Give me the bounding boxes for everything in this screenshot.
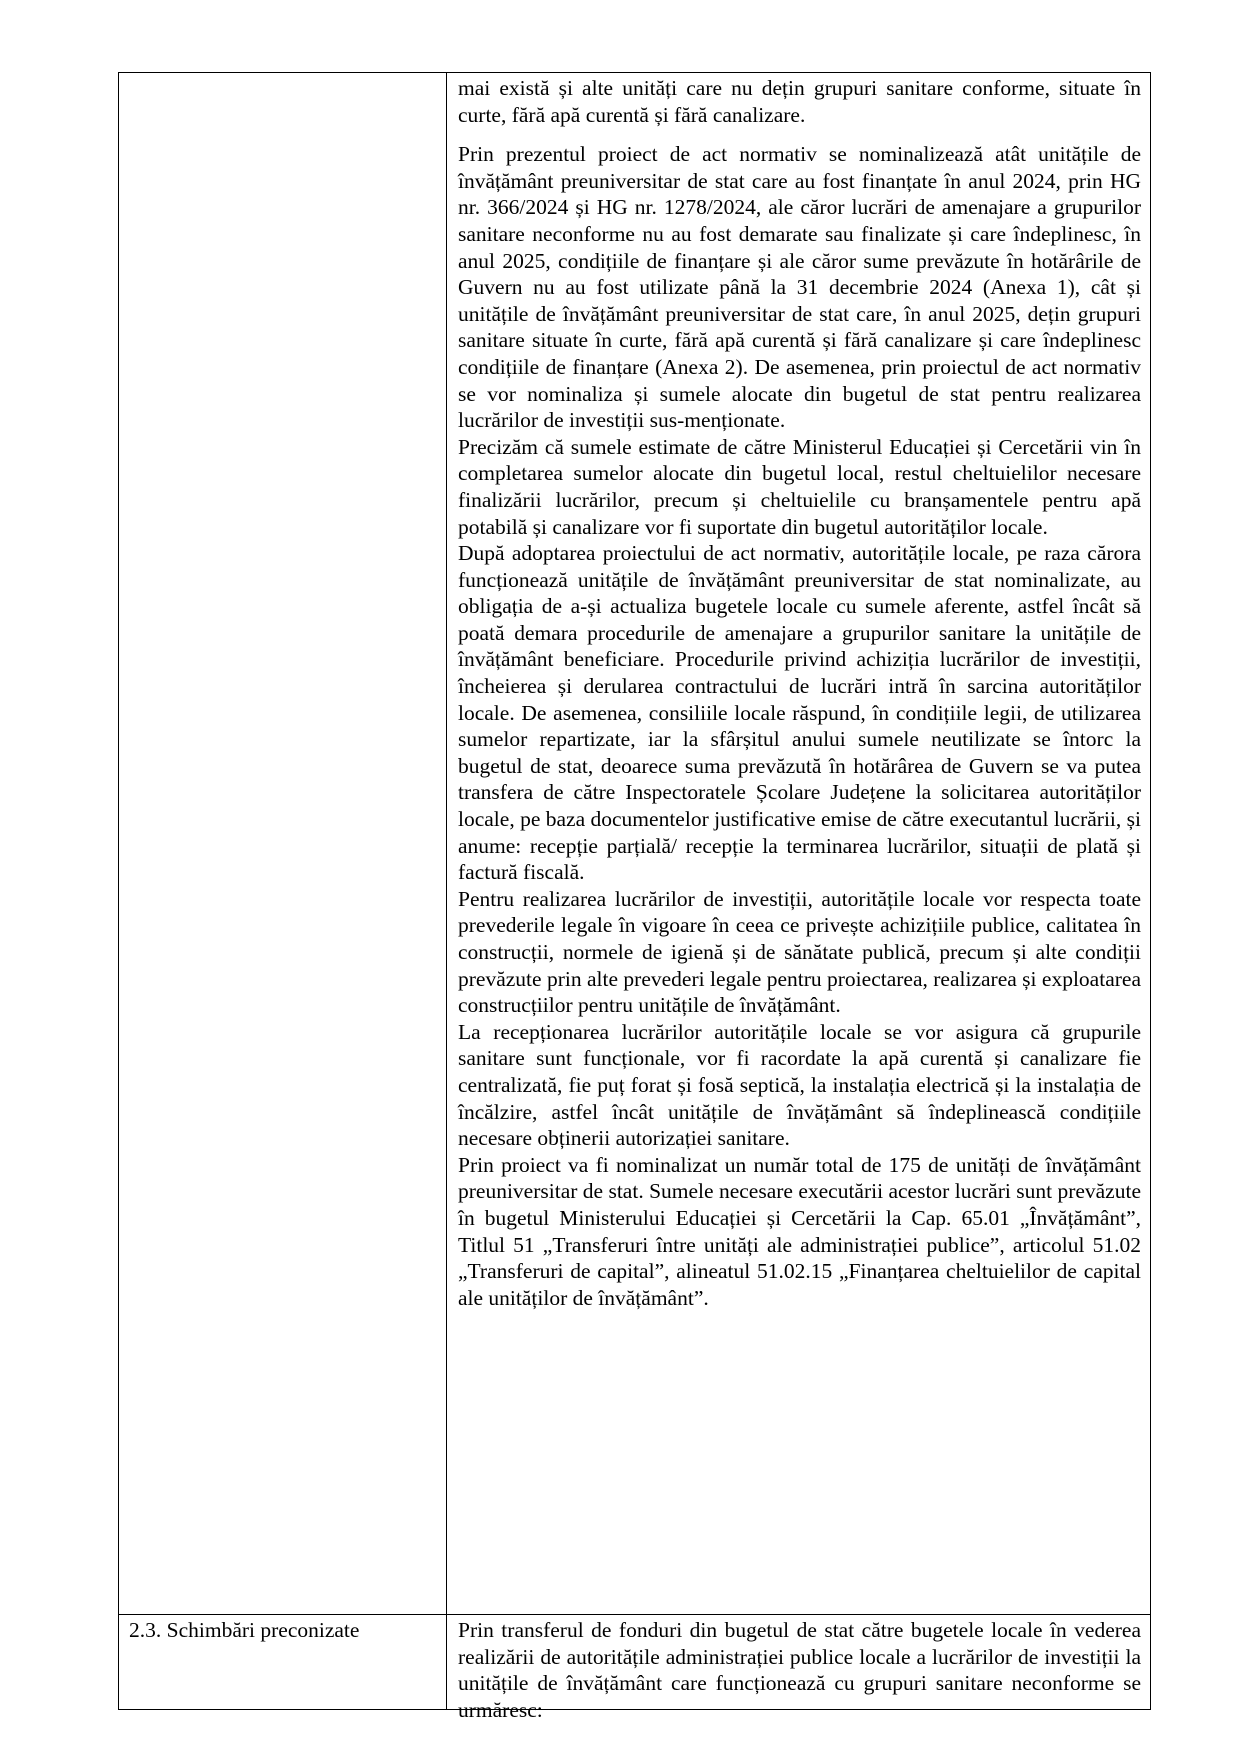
paragraph-4: După adoptarea proiectului de act normativ, autoritățile locale, pe raza cărora funcționează unitățile de învățământ preuniversitar de stat nominalizate, au obligația de a-și actualiza bugetele locale cu sumele aferente, astfel încât să poată demara procedurile de amenajare a grupurilor sanitare la unitățile de învățământ beneficiare. Procedurile privind achiziția lucrărilor de investiții, încheierea și derularea contractului de lucrări intră în sarcina autorităților locale. De asemenea, consiliile locale răspund, în condițiile legii, de utilizarea sumelor repartizate, iar la sfârșitul anului sumele neutilizate se întorc la bugetul de stat, deoarece suma prevăzută în hotărârea de Guvern se va putea transfera de către Inspectoratele Școlare Județene la solicitarea autorităților locale, pe baza documentelor justificative emise de către executantul lucrării, și anume: recepție parțială/ recepție la terminarea lucrărilor, situații de plată și factură fiscală. <box>458 541 1141 885</box>
section-text-changes <box>458 1617 1141 1723</box>
paragraph-7: Prin proiect va fi nominalizat un număr total de 175 de unități de învățământ preuniversitar de stat. Sumele necesare executării acestor lucrări sunt prevăzute în bugetul Ministerului Educației și Cercetării la Cap. 65.01 „Învățământ”, Titlul 51 „Transferuri între unități ale administrației publice”, articolul 51.02 „Transferuri de capital”, alineatul 51.02.15 „Finanțarea cheltuielilor de capital ale unităților de învățământ”. <box>458 1152 1141 1310</box>
paragraph-6: La recepționarea lucrărilor autoritățile locale se vor asigura că grupurile sanitare sunt funcționale, vor fi racordate la apă curentă și canalizare fie centralizată, fie puț forat și fosă septică, la instalația electrică și la instalația de încălzire, astfel încât unitățile de învățământ să îndeplinească condițiile necesare obținerii autorizației sanitare. <box>458 1019 1141 1151</box>
section-paragraph: Prin transferul de fonduri din bugetul de stat către bugetele locale în vederea realizării de autoritățile administrației publice locale a lucrărilor de investiții la unitățile de învățământ care funcționează cu grupuri sanitare neconforme se urmăresc: <box>458 1618 1141 1722</box>
section-label-changes: 2.3. Schimbări preconizate <box>129 1618 360 1642</box>
paragraph-3: Precizăm că sumele estimate de către Ministerul Educației și Cercetării vin în completarea sumelor alocate din bugetul local, restul cheltuielilor necesare finalizării lucrărilor, precum și cheltuielile cu branșamentele pentru apă potabilă și canalizare vor fi suportate din bugetul autorităților locale. <box>458 434 1141 539</box>
document-table <box>118 72 1151 1722</box>
continuation-cell <box>458 75 1141 1311</box>
paragraph-2: Prin prezentul proiect de act normativ se nominalizează atât unitățile de învățământ preuniversitar de stat care au fost finanțate în anul 2024, prin HG nr. 366/2024 și HG nr. 1278/2024, ale căror lucrări de amenajare a grupurilor sanitare neconforme nu au fost demarate sau finalizate și care îndeplinesc, în anul 2025, condițiile de finanțare și ale căror sume prevăzute în hotărârile de Guvern nu au fost utilizate până la 31 decembrie 2024 (Anexa 1), cât și unitățile de învățământ preuniversitar de stat care, în anul 2025, dețin grupuri sanitare situate în curte, fără apă curentă și fără canalizare și care îndeplinesc condițiile de finanțare (Anexa 2). De asemenea, prin proiectul de act normativ se vor nominaliza și sumele alocate din bugetul de stat pentru realizarea lucrărilor de investiții sus-menționate. <box>458 142 1141 433</box>
row-divider <box>119 1614 1150 1615</box>
paragraph-1: mai există și alte unități care nu dețin grupuri sanitare conforme, situate în curte, fără apă curentă și fără canalizare. <box>458 76 1141 127</box>
column-divider <box>446 73 447 1709</box>
paragraph-5: Pentru realizarea lucrărilor de investiții, autoritățile locale vor respecta toate prevederile legale în vigoare în ceea ce privește achizițiile publice, calitatea în construcții, normele de igienă și de sănătate publică, precum și alte condiții prevăzute prin alte prevederi legale pentru proiectarea, realizarea și exploatarea construcțiilor pentru unitățile de învățământ. <box>458 886 1141 1018</box>
